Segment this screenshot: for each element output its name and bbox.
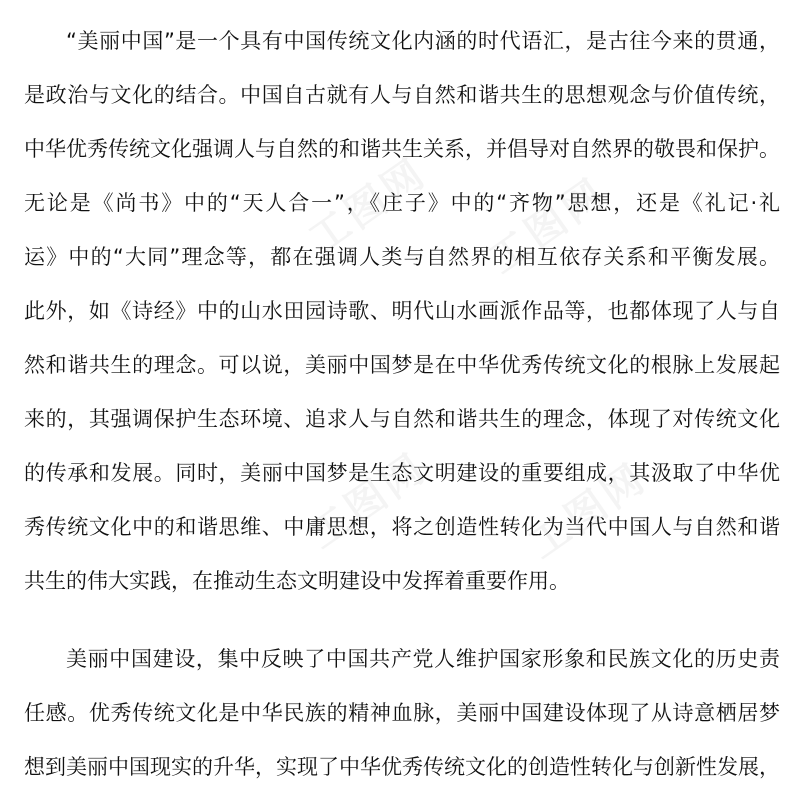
watermark: 工图网 — [300, 149, 436, 264]
document-body — [24, 14, 780, 794]
watermark: 工图网 — [520, 454, 656, 569]
text-line: 然和谐共生的理念。可以说，美丽中国梦是在中华优秀传统文化的根脉上发展起 — [24, 353, 780, 377]
text-line: 共生的伟大实践，在推动生态文明建设中发挥着重要作用。 — [24, 569, 570, 593]
text-line: 运》中的“大同”理念等，都在强调人类与自然界的相互依存关系和平衡发展。 — [24, 245, 780, 269]
paragraph-gap — [24, 608, 780, 632]
paragraph-2 — [24, 632, 780, 794]
text-line: 想到美丽中国现实的升华，实现了中华优秀传统文化的创造性转化与创新性发展， — [24, 755, 780, 779]
text-line: 此外，如《诗经》中的山水田园诗歌、明代山水画派作品等，也都体现了人与自 — [24, 299, 780, 323]
text-line: 美丽中国建设，集中反映了中国共产党人维护国家形象和民族文化的历史责 — [66, 647, 780, 671]
watermark: 工图网 — [300, 444, 436, 559]
watermark: 工图网 — [480, 169, 616, 284]
text-line: 无论是《尚书》中的“天人合一”，《庄子》中的“齐物”思想，还是《礼记·礼 — [24, 191, 780, 215]
text-line: 是政治与文化的结合。中国自古就有人与自然和谐共生的思想观念与价值传统， — [24, 83, 780, 107]
text-line: 中华优秀传统文化强调人与自然的和谐共生关系，并倡导对自然界的敬畏和保护。 — [24, 137, 780, 161]
text-line: 任感。优秀传统文化是中华民族的精神血脉，美丽中国建设体现了从诗意栖居梦 — [24, 701, 780, 725]
text-line: “美丽中国”是一个具有中国传统文化内涵的时代语汇，是古往今来的贯通， — [66, 29, 780, 53]
paragraph-1 — [24, 14, 780, 608]
text-line: 来的，其强调保护生态环境、追求人与自然和谐共生的理念，体现了对传统文化 — [24, 407, 780, 431]
text-line: 的传承和发展。同时，美丽中国梦是生态文明建设的重要组成，其汲取了中华优 — [24, 461, 780, 485]
text-line: 秀传统文化中的和谐思维、中庸思想，将之创造性转化为当代中国人与自然和谐 — [24, 515, 780, 539]
